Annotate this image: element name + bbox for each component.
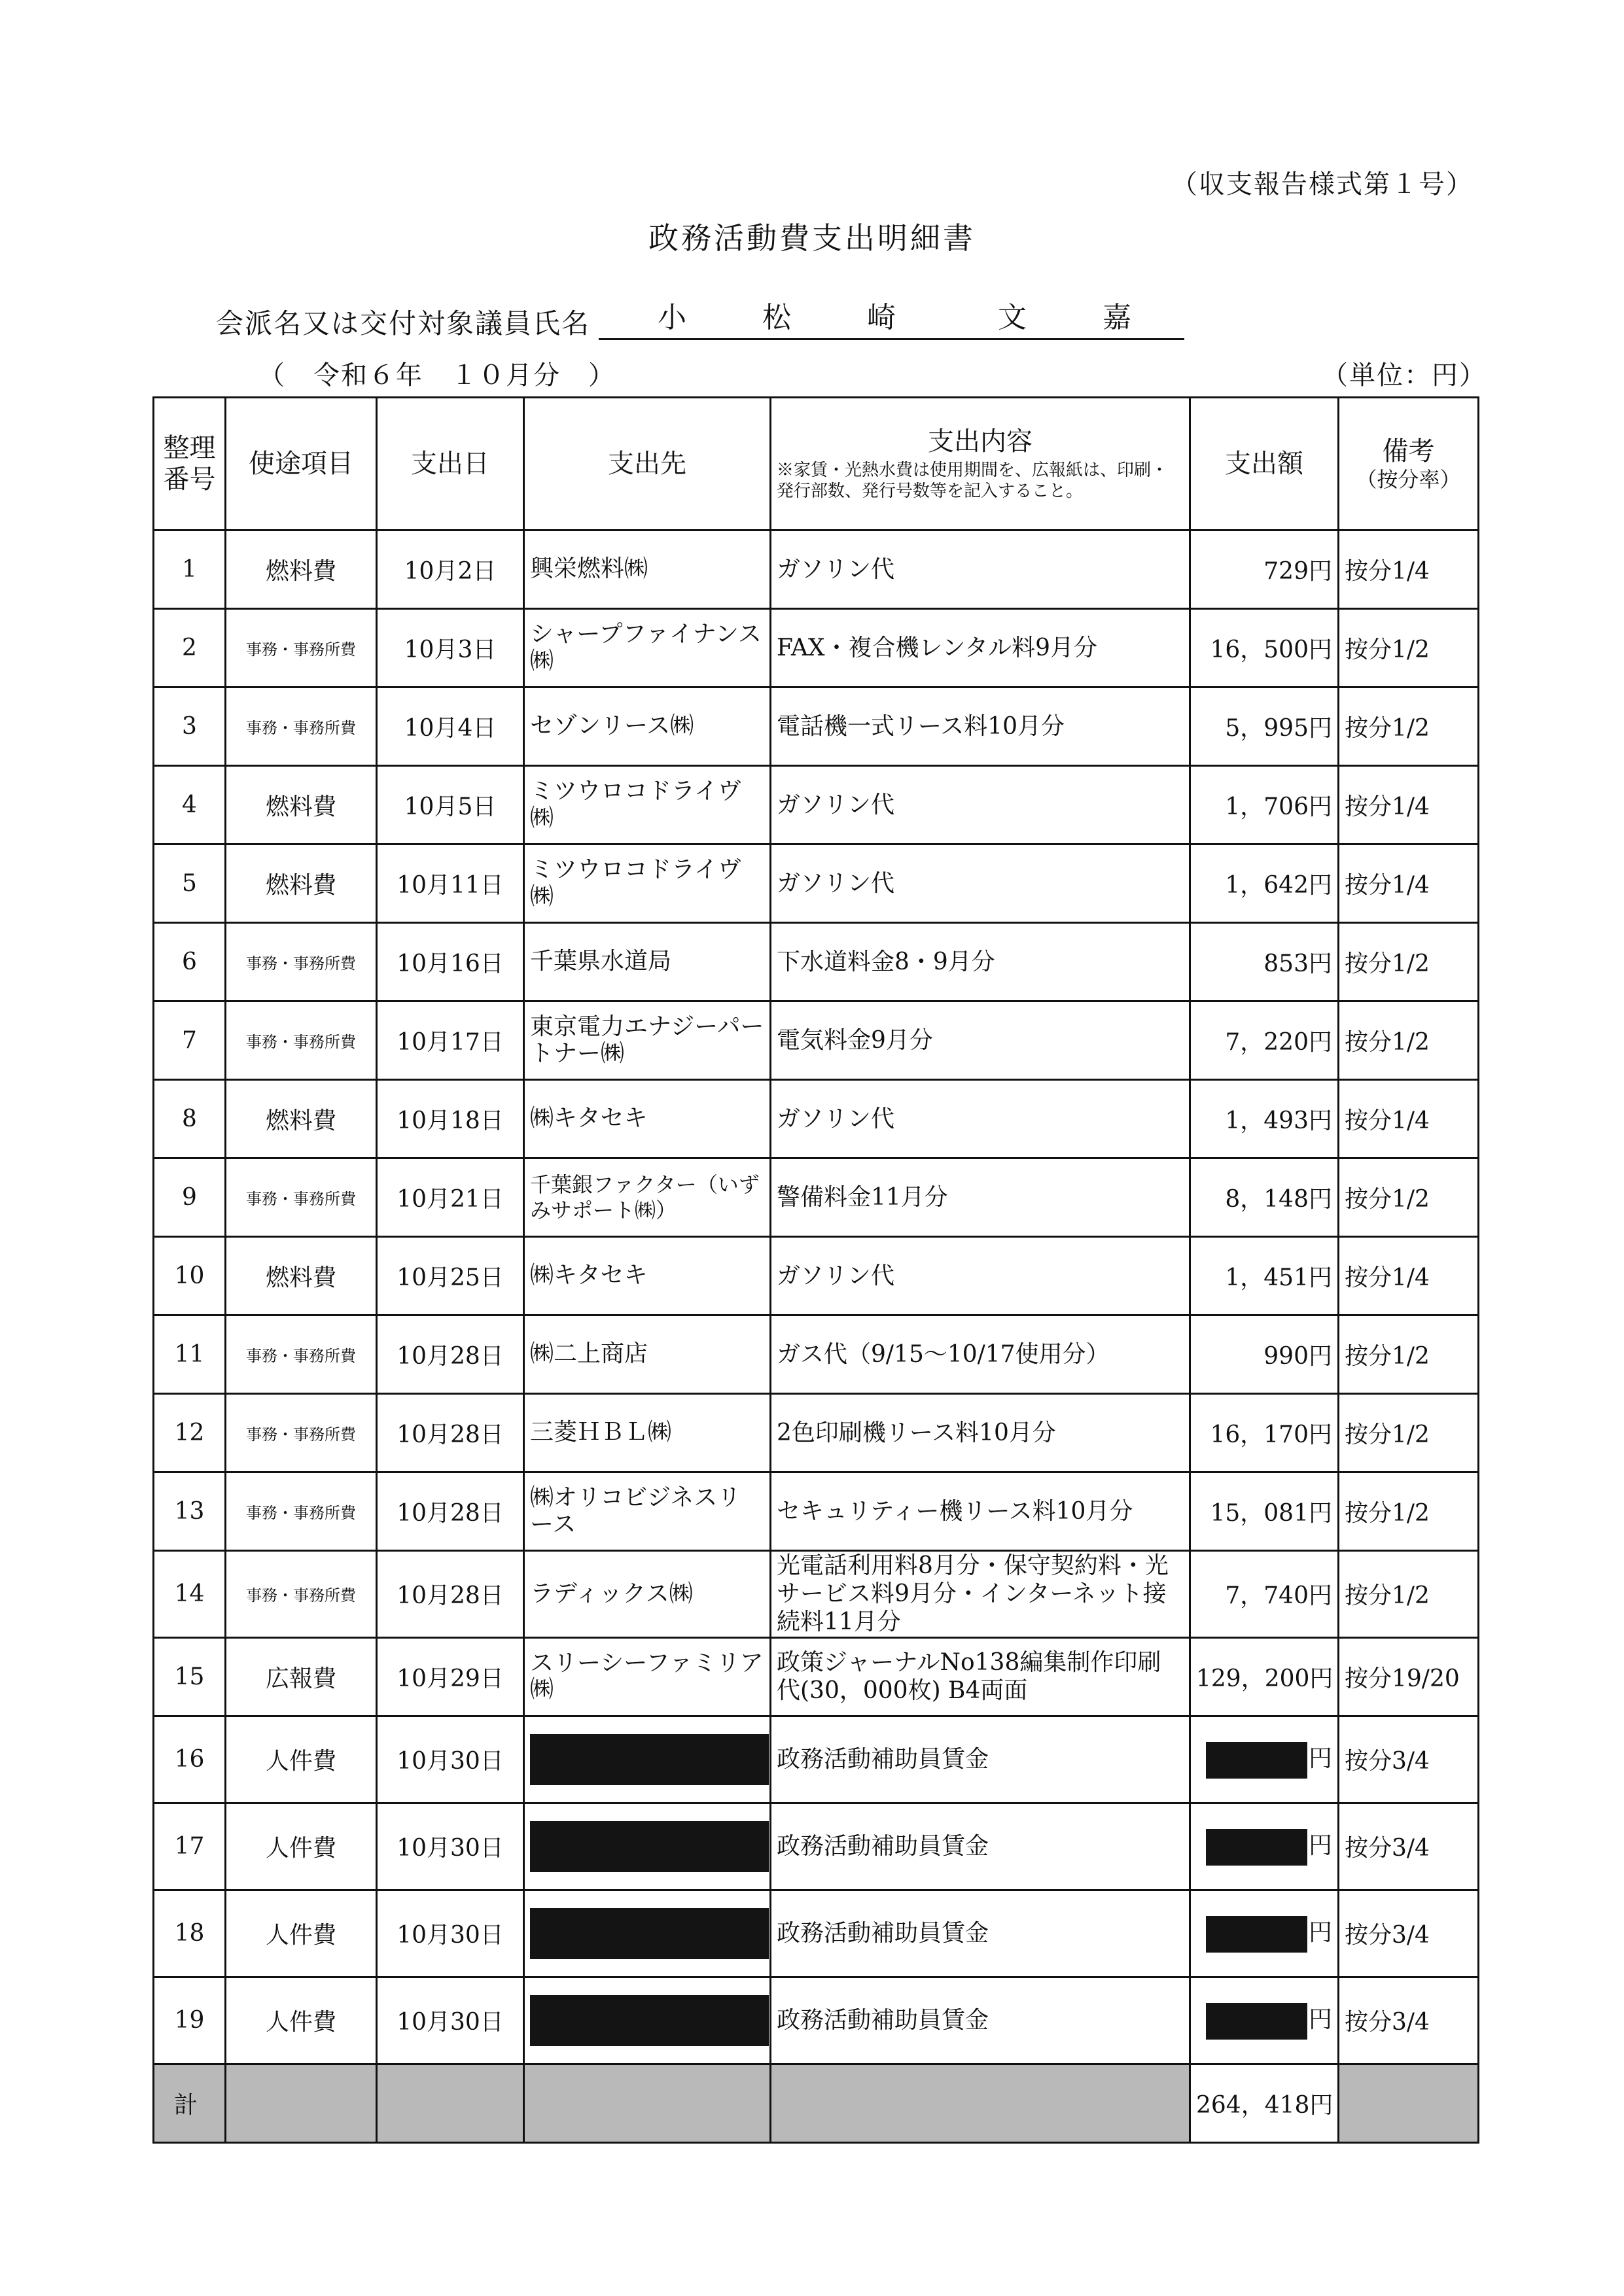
row-content: 電気料金9月分 — [771, 1001, 1190, 1080]
row-number: 6 — [154, 923, 226, 1001]
row-remark: 按分1/2 — [1339, 1315, 1479, 1394]
row-amount: 7，220円 — [1190, 1001, 1339, 1080]
row-payee: セゾンリース㈱ — [524, 687, 771, 766]
row-category: 人件費 — [226, 1716, 377, 1803]
row-content: ガソリン代 — [771, 766, 1190, 844]
row-amount: 16，500円 — [1190, 609, 1339, 687]
row-content: 下水道料金8・9月分 — [771, 923, 1190, 1001]
report-period: （ 令和６年 １０月分 ） — [258, 360, 616, 391]
row-remark: 按分3/4 — [1339, 1716, 1479, 1803]
table-row — [154, 1394, 1479, 1472]
row-amount: 5，995円 — [1190, 687, 1339, 766]
total-row — [154, 2064, 1479, 2142]
row-date: 10月28日 — [377, 1315, 524, 1394]
form-number: （収支報告様式第１号） — [1171, 169, 1474, 200]
row-category: 燃料費 — [226, 1080, 377, 1158]
row-number: 17 — [154, 1803, 226, 1890]
row-remark: 按分1/4 — [1339, 844, 1479, 923]
row-category: 事務・事務所費 — [226, 1551, 377, 1638]
expense-table — [152, 396, 1479, 2144]
row-date: 10月18日 — [377, 1080, 524, 1158]
row-category: 燃料費 — [226, 531, 377, 609]
col-header-remark — [1339, 398, 1479, 531]
row-category: 事務・事務所費 — [226, 687, 377, 766]
amount-unit: 円 — [1308, 2006, 1332, 2034]
row-content: 警備料金11月分 — [771, 1158, 1190, 1237]
row-date: 10月3日 — [377, 609, 524, 687]
row-remark: 按分1/2 — [1339, 609, 1479, 687]
row-amount — [1190, 1890, 1339, 1977]
redaction-block — [530, 1734, 769, 1785]
row-date: 10月2日 — [377, 531, 524, 609]
table-row — [154, 1472, 1479, 1551]
row-category: 人件費 — [226, 1890, 377, 1977]
row-number: 5 — [154, 844, 226, 923]
row-payee: ラディックス㈱ — [524, 1551, 771, 1638]
table-row — [154, 1803, 1479, 1890]
col-header-remark-sub: （按分率） — [1356, 466, 1461, 492]
col-header-content-note: ※家賃・光熱水費は使用期間を、広報紙は、印刷・発行部数、発行号数等を記入すること。 — [777, 460, 1169, 501]
row-remark: 按分1/2 — [1339, 1472, 1479, 1551]
row-amount: 729円 — [1190, 531, 1339, 609]
row-content: 政務活動補助員賃金 — [771, 1977, 1190, 2064]
row-remark: 按分1/2 — [1339, 1001, 1479, 1080]
row-content: 電話機一式リース料10月分 — [771, 687, 1190, 766]
col-header-remark-label: 備考 — [1382, 436, 1435, 466]
table-row — [154, 1237, 1479, 1315]
row-content: 政務活動補助員賃金 — [771, 1716, 1190, 1803]
row-payee: 千葉県水道局 — [524, 923, 771, 1001]
row-category: 燃料費 — [226, 844, 377, 923]
row-number: 16 — [154, 1716, 226, 1803]
redaction-block — [530, 1821, 769, 1872]
row-category: 事務・事務所費 — [226, 1394, 377, 1472]
row-number: 11 — [154, 1315, 226, 1394]
row-remark: 按分19/20 — [1339, 1637, 1479, 1716]
redaction-block — [1206, 1916, 1307, 1953]
row-category: 事務・事務所費 — [226, 1158, 377, 1237]
member-name-char: 嘉 — [1103, 301, 1131, 334]
row-content: ガソリン代 — [771, 531, 1190, 609]
col-header-content — [771, 398, 1190, 531]
row-number: 19 — [154, 1977, 226, 2064]
redaction-block — [530, 1995, 769, 2046]
total-empty-cell — [226, 2064, 377, 2142]
row-date: 10月16日 — [377, 923, 524, 1001]
member-name-char: 松 — [762, 301, 791, 334]
table-row — [154, 844, 1479, 923]
member-name — [599, 298, 1184, 340]
table-row — [154, 1551, 1479, 1638]
row-amount — [1190, 1803, 1339, 1890]
row-content: 2色印刷機リース料10月分 — [771, 1394, 1190, 1472]
total-label: 計 — [154, 2064, 226, 2142]
row-amount: 1，493円 — [1190, 1080, 1339, 1158]
row-payee: 東京電力エナジーパートナー㈱ — [524, 1001, 771, 1080]
row-category: 事務・事務所費 — [226, 609, 377, 687]
row-number: 14 — [154, 1551, 226, 1638]
row-date: 10月28日 — [377, 1394, 524, 1472]
row-payee: ミツウロコドライヴ㈱ — [524, 844, 771, 923]
row-number: 15 — [154, 1637, 226, 1716]
table-row — [154, 1001, 1479, 1080]
row-payee: ㈱キタセキ — [524, 1237, 771, 1315]
row-payee — [524, 1890, 771, 1977]
row-amount: 16，170円 — [1190, 1394, 1339, 1472]
row-date: 10月29日 — [377, 1637, 524, 1716]
row-remark: 按分1/4 — [1339, 766, 1479, 844]
col-header-no: 整理番号 — [154, 398, 226, 531]
row-amount: 853円 — [1190, 923, 1339, 1001]
row-date: 10月4日 — [377, 687, 524, 766]
row-category: 人件費 — [226, 1803, 377, 1890]
row-date: 10月28日 — [377, 1551, 524, 1638]
row-remark: 按分3/4 — [1339, 1977, 1479, 2064]
total-empty-cell — [771, 2064, 1190, 2142]
table-row — [154, 1637, 1479, 1716]
row-number: 1 — [154, 531, 226, 609]
col-header-category: 使途項目 — [226, 398, 377, 531]
row-remark: 按分3/4 — [1339, 1803, 1479, 1890]
document-title: 政務活動費支出明細書 — [648, 220, 976, 256]
row-number: 3 — [154, 687, 226, 766]
row-remark: 按分1/2 — [1339, 923, 1479, 1001]
table-row — [154, 923, 1479, 1001]
expense-rows — [154, 531, 1479, 2143]
member-name-char: 崎 — [867, 301, 896, 334]
row-date: 10月25日 — [377, 1237, 524, 1315]
amount-unit: 円 — [1308, 1832, 1332, 1860]
row-number: 4 — [154, 766, 226, 844]
col-header-date: 支出日 — [377, 398, 524, 531]
row-content: ガス代（9/15～10/17使用分） — [771, 1315, 1190, 1394]
total-empty-cell — [1339, 2064, 1479, 2142]
row-remark: 按分1/2 — [1339, 1394, 1479, 1472]
row-remark: 按分3/4 — [1339, 1890, 1479, 1977]
row-remark: 按分1/2 — [1339, 687, 1479, 766]
table-row — [154, 1080, 1479, 1158]
row-amount: 129，200円 — [1190, 1637, 1339, 1716]
row-content: 政務活動補助員賃金 — [771, 1890, 1190, 1977]
redaction-block — [1206, 2003, 1307, 2040]
row-category: 事務・事務所費 — [226, 923, 377, 1001]
row-payee: ㈱二上商店 — [524, 1315, 771, 1394]
row-content: 政務活動補助員賃金 — [771, 1803, 1190, 1890]
row-content: ガソリン代 — [771, 1237, 1190, 1315]
row-payee — [524, 1977, 771, 2064]
row-payee: 三菱ＨＢＬ㈱ — [524, 1394, 771, 1472]
table-row — [154, 531, 1479, 609]
table-row — [154, 1977, 1479, 2064]
row-date: 10月30日 — [377, 1803, 524, 1890]
row-number: 13 — [154, 1472, 226, 1551]
member-name-char: 文 — [998, 301, 1027, 334]
row-amount: 8，148円 — [1190, 1158, 1339, 1237]
row-number: 12 — [154, 1394, 226, 1472]
row-number: 9 — [154, 1158, 226, 1237]
amount-unit: 円 — [1308, 1745, 1332, 1773]
row-date: 10月17日 — [377, 1001, 524, 1080]
row-date: 10月30日 — [377, 1716, 524, 1803]
col-header-amount: 支出額 — [1190, 398, 1339, 531]
row-number: 2 — [154, 609, 226, 687]
row-content: 光電話利用料8月分・保守契約料・光サービス料9月分・インターネット接続料11月分 — [771, 1551, 1190, 1638]
row-number: 8 — [154, 1080, 226, 1158]
total-empty-cell — [377, 2064, 524, 2142]
row-payee: シャープファイナンス㈱ — [524, 609, 771, 687]
row-number: 10 — [154, 1237, 226, 1315]
table-row — [154, 609, 1479, 687]
row-amount: 990円 — [1190, 1315, 1339, 1394]
row-remark: 按分1/2 — [1339, 1551, 1479, 1638]
row-category: 燃料費 — [226, 766, 377, 844]
total-amount: 264，418円 — [1190, 2064, 1339, 2142]
row-category: 人件費 — [226, 1977, 377, 2064]
row-content: ガソリン代 — [771, 1080, 1190, 1158]
row-content: ガソリン代 — [771, 844, 1190, 923]
row-number: 7 — [154, 1001, 226, 1080]
row-date: 10月11日 — [377, 844, 524, 923]
row-payee: ミツウロコドライヴ㈱ — [524, 766, 771, 844]
amount-unit: 円 — [1308, 1919, 1332, 1947]
row-remark: 按分1/4 — [1339, 1080, 1479, 1158]
unit-label: （単位：円） — [1322, 360, 1487, 391]
table-header-row — [154, 398, 1479, 531]
row-amount: 1，642円 — [1190, 844, 1339, 923]
row-remark: 按分1/4 — [1339, 1237, 1479, 1315]
row-payee: 千葉銀ファクター（いずみサポート㈱） — [524, 1158, 771, 1237]
row-content: FAX・複合機レンタル料9月分 — [771, 609, 1190, 687]
row-number: 18 — [154, 1890, 226, 1977]
row-date: 10月5日 — [377, 766, 524, 844]
row-category: 燃料費 — [226, 1237, 377, 1315]
row-payee: スリーシーファミリア㈱ — [524, 1637, 771, 1716]
row-content: 政策ジャーナルNo138編集制作印刷代(30，000枚) B4両面 — [771, 1637, 1190, 1716]
row-date: 10月21日 — [377, 1158, 524, 1237]
row-date: 10月30日 — [377, 1977, 524, 2064]
table-row — [154, 766, 1479, 844]
redaction-block — [530, 1908, 769, 1959]
row-payee — [524, 1803, 771, 1890]
row-amount: 15，081円 — [1190, 1472, 1339, 1551]
row-date: 10月30日 — [377, 1890, 524, 1977]
table-row — [154, 1890, 1479, 1977]
table-row — [154, 1315, 1479, 1394]
row-amount — [1190, 1716, 1339, 1803]
row-amount: 1，451円 — [1190, 1237, 1339, 1315]
row-amount: 7，740円 — [1190, 1551, 1339, 1638]
row-amount — [1190, 1977, 1339, 2064]
col-header-payee: 支出先 — [524, 398, 771, 531]
total-empty-cell — [524, 2064, 771, 2142]
row-amount: 1，706円 — [1190, 766, 1339, 844]
member-label: 会派名又は交付対象議員氏名 — [216, 307, 591, 339]
row-payee — [524, 1716, 771, 1803]
table-row — [154, 1158, 1479, 1237]
table-row — [154, 1716, 1479, 1803]
row-category: 事務・事務所費 — [226, 1315, 377, 1394]
row-category: 事務・事務所費 — [226, 1001, 377, 1080]
row-remark: 按分1/4 — [1339, 531, 1479, 609]
row-payee: ㈱オリコビジネスリース — [524, 1472, 771, 1551]
redaction-block — [1206, 1742, 1307, 1779]
table-row — [154, 687, 1479, 766]
row-date: 10月28日 — [377, 1472, 524, 1551]
row-payee: ㈱キタセキ — [524, 1080, 771, 1158]
member-name-char: 小 — [658, 301, 686, 334]
redaction-block — [1206, 1829, 1307, 1866]
col-header-content-label: 支出内容 — [928, 426, 1033, 457]
row-remark: 按分1/2 — [1339, 1158, 1479, 1237]
row-content: セキュリティー機リース料10月分 — [771, 1472, 1190, 1551]
row-category: 事務・事務所費 — [226, 1472, 377, 1551]
row-category: 広報費 — [226, 1637, 377, 1716]
row-payee: 興栄燃料㈱ — [524, 531, 771, 609]
